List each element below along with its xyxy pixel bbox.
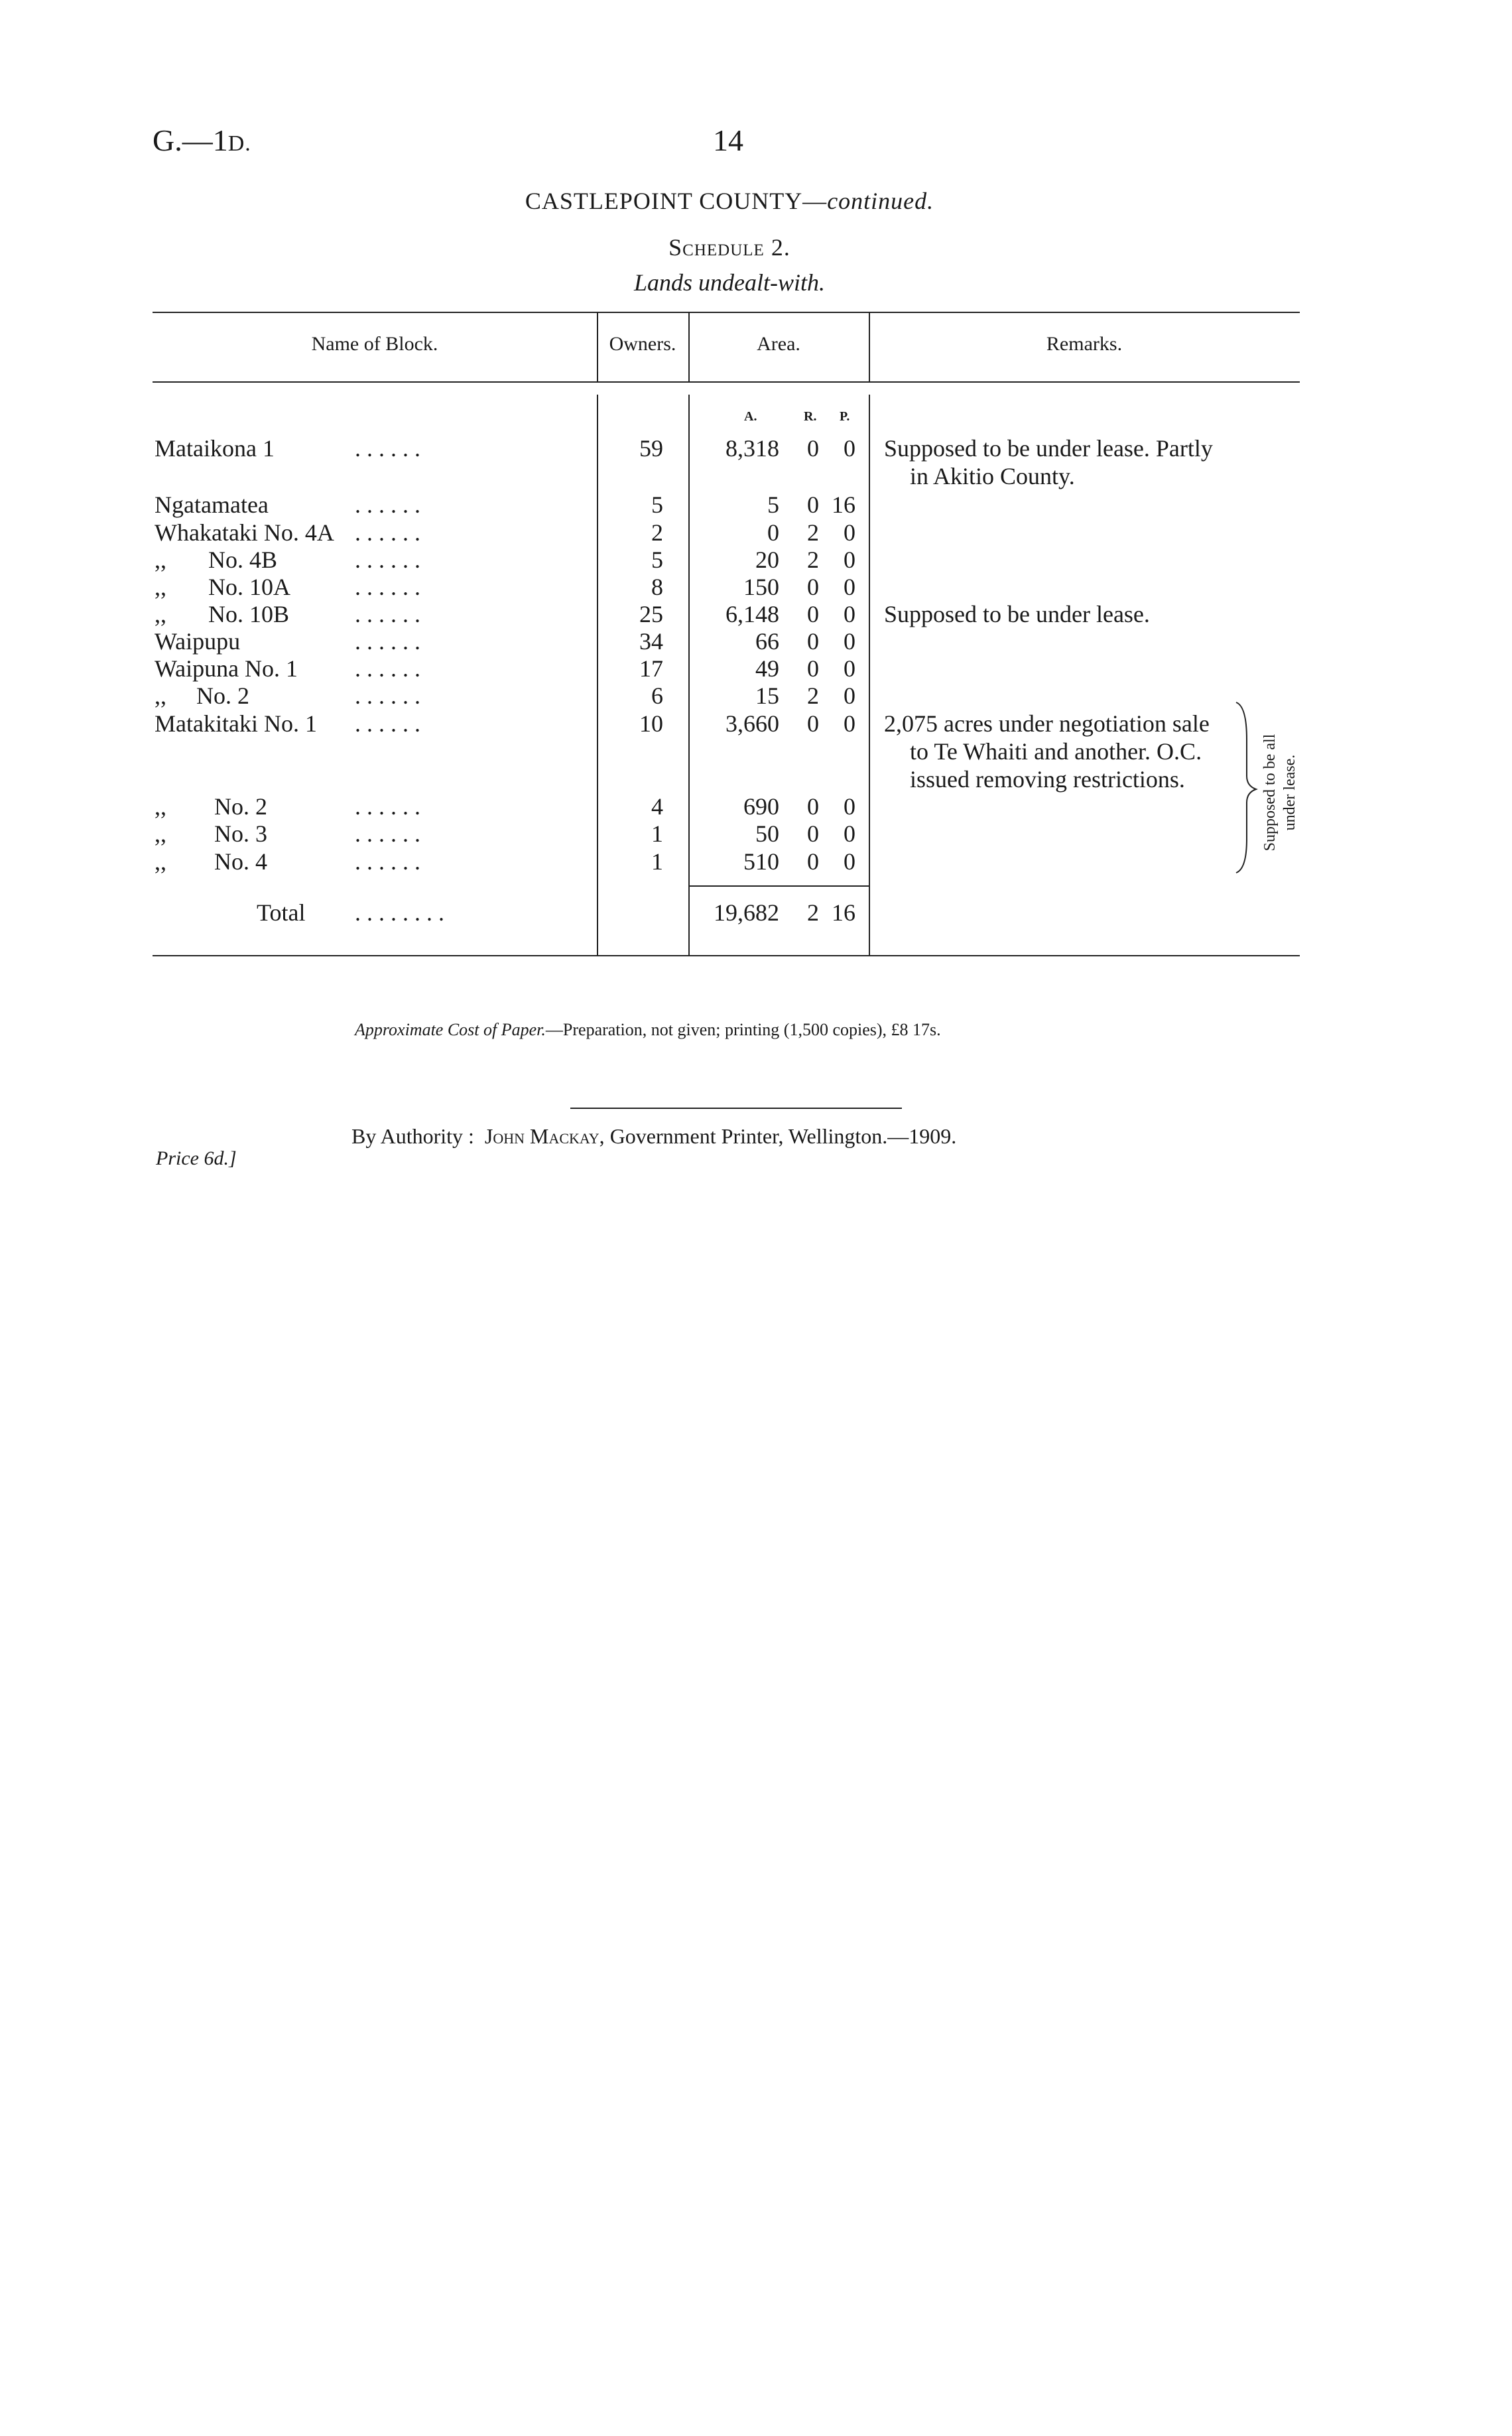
header-bottom-rule bbox=[153, 381, 1300, 383]
side-note-line: Supposed to be all bbox=[1261, 734, 1279, 852]
area-roods: 0 bbox=[807, 601, 819, 627]
area-acres: 15 bbox=[755, 682, 779, 709]
area-acres: 20 bbox=[755, 546, 779, 573]
area-roods: 0 bbox=[807, 491, 819, 518]
leader-dots: . . . . . . bbox=[355, 655, 420, 682]
leader-dots: . . . . . . bbox=[355, 793, 420, 820]
area-roods: 0 bbox=[807, 710, 819, 737]
page-number: 14 bbox=[713, 123, 743, 157]
side-note-line: under lease. bbox=[1281, 754, 1298, 831]
leader-dots: . . . . . . bbox=[355, 601, 420, 627]
leader-dots: . . . . . . bbox=[355, 820, 420, 847]
area-roods: 0 bbox=[807, 435, 819, 462]
remark-line: 2,075 acres under negotiation sale bbox=[884, 710, 1210, 737]
owners-value: 34 bbox=[639, 628, 663, 655]
leader-dots: . . . . . . bbox=[355, 710, 420, 737]
owners-value: 2 bbox=[651, 519, 663, 546]
document-code bbox=[153, 123, 251, 158]
area-perches: 16 bbox=[832, 491, 855, 518]
total-acres: 19,682 bbox=[714, 899, 779, 926]
owners-value: 8 bbox=[651, 574, 663, 600]
leader-dots: . . . . . . bbox=[355, 519, 420, 546]
owners-value: 25 bbox=[639, 601, 663, 627]
cost-text: —Preparation, not given; printing (1,500 copies), £8 17s. bbox=[545, 1020, 941, 1039]
printer-name: John Mackay, bbox=[484, 1124, 605, 1148]
block-name: Ngatamatea bbox=[155, 491, 269, 518]
area-perches: 0 bbox=[844, 820, 855, 847]
area-perches: 0 bbox=[844, 793, 855, 820]
area-roods: 0 bbox=[807, 574, 819, 600]
area-acres: 8,318 bbox=[725, 435, 779, 462]
total-rule bbox=[690, 885, 869, 887]
area-roods: 0 bbox=[807, 793, 819, 820]
area-perches: 0 bbox=[844, 848, 855, 875]
area-acres: 0 bbox=[767, 519, 779, 546]
leader-dots: . . . . . . bbox=[355, 546, 420, 573]
unit-perches: P. bbox=[840, 409, 850, 424]
area-perches: 0 bbox=[844, 546, 855, 573]
document-code-main: G.—1 bbox=[153, 123, 228, 157]
footer-rule bbox=[570, 1108, 902, 1109]
leader-dots: . . . . . . bbox=[355, 574, 420, 600]
owners-value: 59 bbox=[639, 435, 663, 462]
block-name: Mataikona 1 bbox=[155, 435, 275, 462]
leader-dots: . . . . . . . . bbox=[355, 899, 444, 926]
area-acres: 510 bbox=[743, 848, 779, 875]
schedule-heading: Schedule 2. bbox=[668, 234, 790, 261]
block-name: ,, No. 10A bbox=[155, 574, 290, 600]
authority-prefix: By Authority : bbox=[351, 1124, 474, 1148]
area-roods: 2 bbox=[807, 519, 819, 546]
owners-value: 10 bbox=[639, 710, 663, 737]
owners-value: 1 bbox=[651, 848, 663, 875]
total-label: Total bbox=[257, 899, 306, 926]
area-perches: 0 bbox=[844, 435, 855, 462]
county-title-continued: continued. bbox=[827, 188, 934, 214]
column-header-area: Area. bbox=[757, 333, 800, 355]
block-name: ,, No. 3 bbox=[155, 820, 267, 847]
block-name: Waipupu bbox=[155, 628, 241, 655]
table-bottom-rule bbox=[153, 955, 1300, 956]
area-roods: 0 bbox=[807, 628, 819, 655]
area-perches: 0 bbox=[844, 655, 855, 682]
block-name: Matakitaki No. 1 bbox=[155, 710, 317, 737]
owners-value: 5 bbox=[651, 491, 663, 518]
area-roods: 0 bbox=[807, 655, 819, 682]
block-name: Waipuna No. 1 bbox=[155, 655, 298, 682]
area-acres: 49 bbox=[755, 655, 779, 682]
cost-note bbox=[355, 1020, 941, 1040]
area-perches: 0 bbox=[844, 601, 855, 627]
remark-line: Supposed to be under lease. Partly bbox=[884, 435, 1213, 462]
price: Price 6d.] bbox=[156, 1147, 237, 1169]
owners-value: 17 bbox=[639, 655, 663, 682]
block-name: ,, No. 2 bbox=[155, 682, 249, 709]
area-perches: 0 bbox=[844, 628, 855, 655]
unit-acres: A. bbox=[744, 409, 757, 424]
area-roods: 0 bbox=[807, 820, 819, 847]
block-name: ,, No. 10B bbox=[155, 601, 290, 627]
area-roods: 0 bbox=[807, 848, 819, 875]
side-note bbox=[1260, 693, 1320, 892]
printer-authority bbox=[351, 1124, 956, 1149]
table-top-rule bbox=[153, 312, 1300, 313]
total-roods: 2 bbox=[807, 899, 819, 926]
area-acres: 6,148 bbox=[725, 601, 779, 627]
column-header-remarks: Remarks. bbox=[1046, 333, 1123, 355]
area-roods: 2 bbox=[807, 682, 819, 709]
area-perches: 0 bbox=[844, 519, 855, 546]
column-header-owners: Owners. bbox=[609, 333, 676, 355]
area-acres: 690 bbox=[743, 793, 779, 820]
document-code-sub: D. bbox=[227, 131, 251, 156]
total-perches: 16 bbox=[832, 899, 855, 926]
county-title-main: CASTLEPOINT COUNTY— bbox=[525, 188, 828, 214]
area-perches: 0 bbox=[844, 574, 855, 600]
area-perches: 0 bbox=[844, 710, 855, 737]
remark-line: in Akitio County. bbox=[910, 463, 1075, 489]
remark-line: to Te Whaiti and another. O.C. bbox=[910, 738, 1202, 765]
leader-dots: . . . . . . bbox=[355, 435, 420, 462]
block-name: ,, No. 4B bbox=[155, 546, 278, 573]
area-acres: 3,660 bbox=[725, 710, 779, 737]
block-name: Whakataki No. 4A bbox=[155, 519, 334, 546]
owners-value: 1 bbox=[651, 820, 663, 847]
area-acres: 66 bbox=[755, 628, 779, 655]
remark-line: issued removing restrictions. bbox=[910, 766, 1185, 793]
area-acres: 50 bbox=[755, 820, 779, 847]
owners-value: 6 bbox=[651, 682, 663, 709]
area-roods: 2 bbox=[807, 546, 819, 573]
column-header-name: Name of Block. bbox=[311, 333, 438, 355]
remark-line: Supposed to be under lease. bbox=[884, 601, 1150, 627]
table-subtitle: Lands undealt-with. bbox=[633, 269, 826, 296]
authority-suffix: Government Printer, Wellington.—1909. bbox=[609, 1124, 957, 1148]
leader-dots: . . . . . . bbox=[355, 628, 420, 655]
unit-roods: R. bbox=[804, 409, 817, 424]
owners-value: 5 bbox=[651, 546, 663, 573]
county-title bbox=[0, 187, 1459, 215]
block-name: ,, No. 2 bbox=[155, 793, 267, 820]
leader-dots: . . . . . . bbox=[355, 682, 420, 709]
owners-value: 4 bbox=[651, 793, 663, 820]
column-divider bbox=[869, 395, 870, 955]
remarks-bracket bbox=[1233, 700, 1260, 875]
area-acres: 5 bbox=[767, 491, 779, 518]
cost-label: Approximate Cost of Paper. bbox=[355, 1020, 546, 1039]
block-name: ,, No. 4 bbox=[155, 848, 267, 875]
leader-dots: . . . . . . bbox=[355, 491, 420, 518]
leader-dots: . . . . . . bbox=[355, 848, 420, 875]
area-perches: 0 bbox=[844, 682, 855, 709]
area-acres: 150 bbox=[743, 574, 779, 600]
